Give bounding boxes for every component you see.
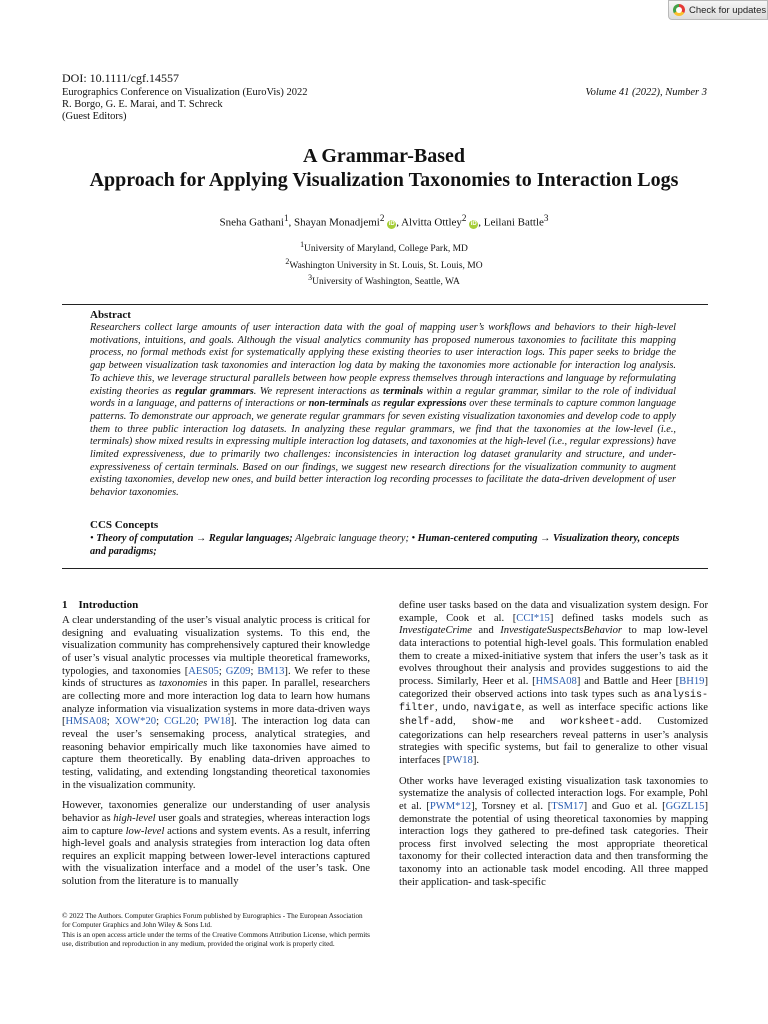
top-rule xyxy=(62,304,708,305)
text-run: , xyxy=(435,702,443,714)
bold-term: Regular languages; xyxy=(208,533,293,544)
author-name: Sneha Gathani xyxy=(219,216,284,229)
editors: R. Borgo, G. E. Marai, and T. Schreck xyxy=(62,99,223,110)
abstract-text xyxy=(90,322,676,500)
text-run: ] and Guo et al. [ xyxy=(583,800,666,812)
citation-link[interactable]: CCI*15 xyxy=(516,612,550,624)
text-run: Algebraic language theory; • xyxy=(292,533,418,544)
paper-title-line2: Approach for Applying Visualization Taxonomies to Interaction Logs xyxy=(89,169,679,191)
bold-term: Theory of computation xyxy=(96,533,194,544)
text-run: ]. We refer to these kinds of structures as xyxy=(62,665,370,690)
citation-link[interactable]: CGL20 xyxy=(164,716,196,728)
ccs-concepts xyxy=(90,533,690,558)
text-run: ] defined tasks models such as xyxy=(549,612,708,624)
conference-name: Eurographics Conference on Visualization (EuroVis) 2022 xyxy=(62,87,308,98)
crossmark-icon xyxy=(673,4,685,16)
text-run: to map low-level data interactions to potential high-level goals. This formulation enabled them to create a mixed-initiative system that infers the user’s task as it evolves throughout their analysis and provides suggestions to aid the process. Similarly, Heer et al. [ xyxy=(399,625,708,687)
bold-term: regular grammars xyxy=(175,385,254,397)
paragraph xyxy=(62,800,370,889)
paper-title-line1: A Grammar-Based xyxy=(302,145,465,167)
section-heading xyxy=(62,599,138,611)
text-run: as xyxy=(368,398,384,410)
author-affil-mark: 1 xyxy=(283,213,289,223)
paragraph xyxy=(399,600,708,768)
abstract-heading: Abstract xyxy=(90,309,131,321)
footnote-copyright: © 2022 The Authors. Computer Graphics Forum published by Eurographics - The European Association for Computer Graphics and John Wiley & Sons Ltd. xyxy=(62,912,363,930)
text-run: define user tasks based on the data and visualization system design. For example, Cook et al. [ xyxy=(399,600,708,624)
author-affil-mark: 3 xyxy=(543,213,549,223)
doi[interactable]: DOI: 10.1111/cgf.14557 xyxy=(62,71,179,85)
text-run: ; xyxy=(156,716,165,728)
code-term: navigate xyxy=(473,703,522,715)
section-number: 1 xyxy=(62,599,68,611)
code-term: shelf-add xyxy=(399,716,454,728)
code-term: show-me xyxy=(471,716,514,728)
text-run: user goals and strategies, whereas interaction logs aim to capture xyxy=(62,812,370,837)
text-run: over these terminals to capture common language patterns. To demonstrate our approach, we generate regular grammars for seven existing visualization taxonomies and develop code to apply them to three public interaction log datasets. In analyzing these regular grammars, we find that the taxonomies at the low-level (i.e., terminals) show mixed results in expressing multiple interaction log datasets, and taxonomies at the high-level (i.e., regular expressions) have limited expressiveness, due to primarily two challenges: inconsistencies in interaction log dataset granularity and structure, and under-expressiveness of certain terminals. Based on our findings, we suggest new research directions for the visualization community to augment existing taxonomies, develop new ones, and build better interaction log recording processes to facilitate the data-driven development of user behavior taxonomies. xyxy=(90,398,676,499)
citation-link[interactable]: TSM17 xyxy=(551,800,584,812)
text-run: , as well as interface specific actions like xyxy=(521,702,708,714)
emphasis-text: InvestigateSuspectsBehavior xyxy=(500,625,623,637)
author-name: Alvitta Ottley xyxy=(401,216,462,229)
text-run: → xyxy=(193,533,209,544)
text-run: ] and Battle and Heer [ xyxy=(576,675,680,687)
affiliation-text: University of Maryland, College Park, MD xyxy=(304,244,468,255)
bold-term: regular expressions xyxy=(383,398,467,410)
text-run: and xyxy=(513,715,561,727)
emphasis-text: low-level xyxy=(125,825,165,837)
text-run: • xyxy=(90,533,97,544)
affiliation-mark: 2 xyxy=(285,256,290,266)
citation-link[interactable]: BM13 xyxy=(257,665,285,677)
text-run: . We represent interactions as xyxy=(253,385,383,397)
text-run: ; xyxy=(250,665,258,677)
affiliation-mark: 1 xyxy=(300,240,305,249)
check-for-updates-label: Check for updates xyxy=(689,4,767,16)
citation-link[interactable]: XOW*20 xyxy=(114,716,157,728)
citation-link[interactable]: GZ09 xyxy=(225,665,251,677)
code-term: undo xyxy=(442,703,467,715)
text-run: actions and system events. As a result, inferring high-level goals and analysis strategies from interaction log data often requires an explicit mapping between lower-level interactions captured with the visualization interface and a model of the user’s task. One solution from the literature is to manually xyxy=(62,825,370,888)
text-run: within a regular grammar, similar to the role of individual words in a language, and patterns of interactions or xyxy=(90,385,676,410)
affiliation xyxy=(0,256,768,273)
citation-link[interactable]: HMSA08 xyxy=(535,675,577,687)
text-run: However, taxonomies generalize our understanding of user analysis behavior as xyxy=(62,800,370,824)
left-column xyxy=(62,615,370,897)
citation-link[interactable]: AES05 xyxy=(188,665,219,677)
text-run: in this paper. In parallel, researchers are collecting more and more interaction log data to learn how humans analyze information via visualization systems in more data-driven ways [ xyxy=(62,678,370,728)
author-list: Sneha Gathani$^1$, Shayan Monadjemi$^2$ iD , Alvitta Ottley$^2$ iD , Leilani Battle$^3$ xyxy=(219,213,549,229)
bold-term: terminals xyxy=(383,385,424,397)
author-name: Leilani Battle xyxy=(483,216,544,229)
text-run: A clear understanding of the user’s visual analytic process is critical for designing and evaluating visualization systems. To this end, the visualization community has comprehensively captured their knowledge of user’s visual analytic processes via multiple theoretical frameworks, typologies, and taxonomies [ xyxy=(62,615,370,677)
citation-link[interactable]: BH19 xyxy=(679,675,705,687)
text-run: , xyxy=(466,702,474,714)
section-title: Introduction xyxy=(78,599,139,611)
emphasis-text: high-level xyxy=(113,812,156,824)
bold-term: Visualization theory, concepts and paradigms; xyxy=(90,533,680,557)
author-affil-mark: 2 xyxy=(379,213,385,223)
text-run: ; xyxy=(218,665,226,677)
orcid-icon[interactable]: iD xyxy=(388,220,395,227)
bold-term: Human-centered computing xyxy=(417,533,538,544)
orcid-icon[interactable]: iD xyxy=(470,220,477,227)
affiliation-text: Washington University in St. Louis, St. Louis, MO xyxy=(289,260,483,271)
citation-link[interactable]: GGZL15 xyxy=(665,800,705,812)
citation-link[interactable]: HMSA08 xyxy=(65,716,107,728)
right-column xyxy=(399,600,708,897)
footnote xyxy=(62,912,370,950)
affiliation xyxy=(0,272,768,289)
citation-link[interactable]: PWM*12 xyxy=(429,800,472,812)
code-term: worksheet-add xyxy=(560,716,639,728)
emphasis-text: InvestigateCrime xyxy=(399,625,472,637)
ccs-heading: CCS Concepts xyxy=(90,519,159,531)
code-term: analysis-filter xyxy=(399,689,708,715)
text-run: ; xyxy=(106,716,115,728)
text-run: Other works have leveraged existing visualization task taxonomies to systematize the analysis of collected interaction logs. For example, Pohl et al. [ xyxy=(399,775,708,812)
check-for-updates-button[interactable] xyxy=(668,0,768,20)
text-run: and xyxy=(471,625,501,637)
bottom-rule xyxy=(62,568,708,569)
footnote-license: This is an open access article under the terms of the Creative Commons Attribution License, which permits use, distribution and reproduction in any medium, provided the original work is properly cited. xyxy=(62,930,370,949)
text-run: ]. The interaction log data can reveal the user’s sensemaking process, analytical strategies, and reasoning behavior empirically much like taxonomies have aimed to capture them theoretically. By enabling data-driven approaches to testing, validating, and extending longstanding theoretical taxonomies in the visualization community. xyxy=(62,716,370,791)
affiliation xyxy=(0,239,768,256)
author-affil-mark: 2 xyxy=(461,213,467,223)
emphasis-text: taxonomies xyxy=(158,678,208,690)
affiliation-text: University of Washington, Seattle, WA xyxy=(312,277,460,288)
text-run: ]. xyxy=(472,754,480,766)
citation-link[interactable]: PW18 xyxy=(446,754,473,766)
guest-editors: (Guest Editors) xyxy=(62,111,127,122)
paragraph xyxy=(399,776,708,890)
text-run: , xyxy=(453,715,472,727)
text-run: → xyxy=(537,533,553,544)
citation-link[interactable]: PW18 xyxy=(204,716,231,728)
text-run: ] demonstrate the potential of using theoretical taxonomies by mapping interaction logs they gathered to pre-defined task categories. Their process first involved selecting the most appropriate theoretical taxonomy for their collected interaction data and then transforming the taxonomy into an actionable task model encoding. All three mapped their application- and task-specific xyxy=(399,800,708,888)
affiliation-mark: 3 xyxy=(308,273,313,283)
paragraph xyxy=(62,615,370,792)
author-name: Shayan Monadjemi xyxy=(294,216,380,229)
text-run: . Customized categorizations can help researchers reveal patterns in user’s analysis strategies with specific systems, but fail to generalize to other visual interfaces [ xyxy=(399,715,709,766)
volume-info: Volume 41 (2022), Number 3 xyxy=(585,87,707,98)
text-run: ] categorized their observed actions into task types such as xyxy=(399,675,708,700)
text-run: ; xyxy=(195,716,205,728)
text-run: Researchers collect large amounts of user interaction data with the goal of mapping user’s workflows and behaviors to their high-level motivations, intuitions, and goals. Although the visual analytics community has proposed numerous taxonomies to facilitate this mapping process, no formal methods exist for systematically applying these existing theories to user interaction logs. This paper seeks to bridge the gap between visualization task taxonomies and interaction log data by making the taxonomies more actionable for interaction log analysis. To achieve this, we leverage structural parallels between how people express themselves through interactions and language by reformulating existing theories as xyxy=(90,322,676,397)
text-run: ], Torsney et al. [ xyxy=(471,800,552,812)
affiliations xyxy=(0,239,768,289)
bold-term: non-terminals xyxy=(308,398,369,410)
